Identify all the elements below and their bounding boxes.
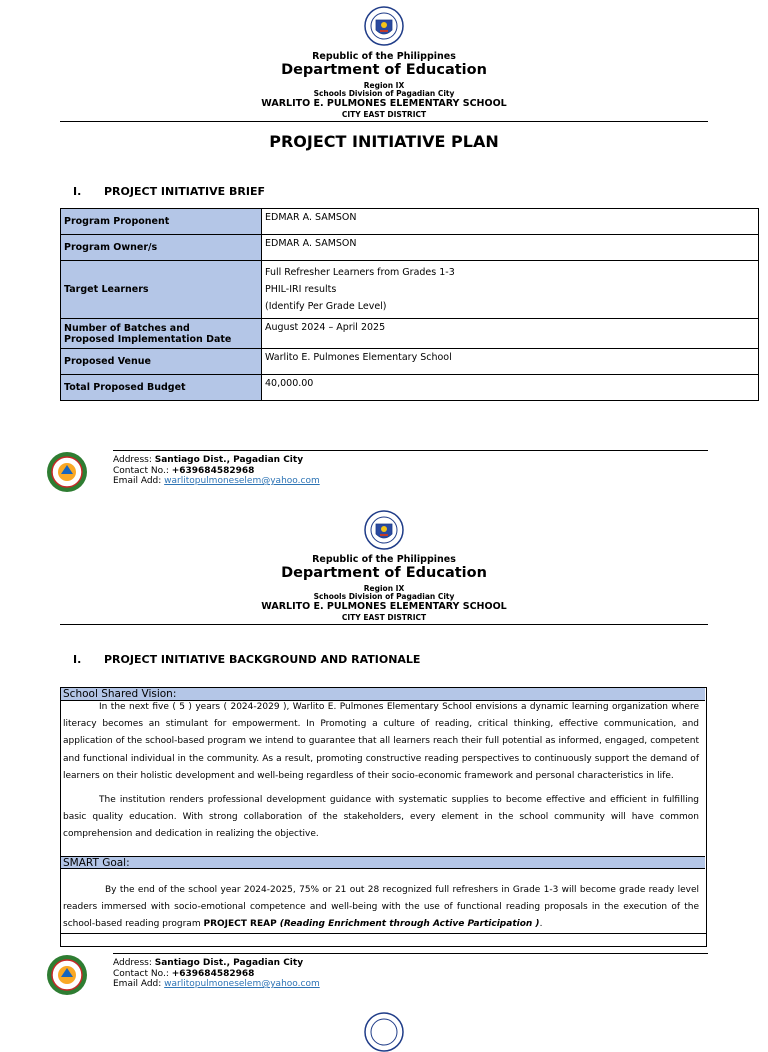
row-value: 40,000.00 <box>262 375 759 401</box>
footer-email-line <box>113 979 320 990</box>
row-value: EDMAR A. SAMSON <box>262 209 759 235</box>
contact-label: Contact No.: <box>113 968 172 979</box>
republic-text: Republic of the Philippines <box>312 554 456 565</box>
row-value: Warlito E. Pulmones Elementary School <box>262 349 759 375</box>
row-value: August 2024 – April 2025 <box>262 319 759 349</box>
project-brief-table <box>60 208 759 401</box>
row-label: Total Proposed Budget <box>61 375 262 401</box>
table-row <box>61 319 759 349</box>
region-text: Region IX <box>363 584 405 593</box>
footer-email-line <box>113 476 320 487</box>
contact-value: +639684582968 <box>171 465 255 476</box>
row-label: Target Learners <box>61 261 262 319</box>
footer-contact <box>113 455 320 487</box>
email-label: Email Add: <box>113 476 165 486</box>
row-value: EDMAR A. SAMSON <box>262 235 759 261</box>
deped-seal-icon <box>364 1012 404 1052</box>
department-title: Department of Education <box>281 565 487 581</box>
row-label: Program Proponent <box>61 209 262 235</box>
section-title: PROJECT INITIATIVE BACKGROUND AND RATIONALE <box>104 653 421 666</box>
school-logo-icon <box>46 954 88 996</box>
smart-goal-text <box>63 882 699 934</box>
row-label: Proposed Venue <box>61 349 262 375</box>
smart-goal-label: SMART Goal: <box>61 856 705 869</box>
district-text: CITY EAST DISTRICT <box>341 110 427 119</box>
vision-paragraph-1: In the next five ( 5 ) years ( 2024-2029 ), Warlito E. Pulmones Elementary School envisions a dynamic learning organization where literacy becomes an stimulant for empowerment. In Promoting a culture of reading, critical thinking, effective communication, and application of the school-based program we intend to guarantee that all learners reach their full potential as informed, engaged, competent and functional individual in the community. As a result, promoting constructive reading perspectives to continuously support the demand of learners on their holistic development and well-being regardless of their socio-economic framework and personal characteristics in life. <box>63 702 699 781</box>
footer-contact-line <box>113 466 320 477</box>
label-line: Proposed Implementation Date <box>64 333 232 345</box>
table-row <box>61 261 759 319</box>
division-text: Schools Division of Pagadian City <box>313 592 455 601</box>
footer-divider <box>113 953 708 954</box>
row-label: Program Owner/s <box>61 235 262 261</box>
vision-paragraph-2: The institution renders professional development guidance with systematic supplies to become effective and efficient in fulfilling basic quality education. With strong collaboration of the stakeholders, every element in the school community will have common comprehension and dedication in realizing the objective. <box>63 795 699 840</box>
vision-label: School Shared Vision: <box>61 688 705 701</box>
section-number: I. <box>73 653 82 666</box>
school-logo-icon <box>46 451 88 493</box>
footer-address-line <box>113 455 320 466</box>
department-title: Department of Education <box>281 62 487 78</box>
value-line: (Identify Per Grade Level) <box>265 301 387 312</box>
footer-address-line <box>113 958 320 969</box>
row-value <box>262 261 759 319</box>
address-label: Address: <box>113 455 155 465</box>
smart-goal-body: By the end of the school year 2024-2025, 75% or 21 out 28 recognized full refreshers in Grade 1-3 will become grade ready level readers immersed with socio-emotional competence and well-being with the use of functional reading proposals in the execution of the school-based reading program <box>63 885 699 930</box>
email-link[interactable]: warlitopulmoneselem@yahoo.com <box>164 476 320 486</box>
value-line: PHIL-IRI results <box>265 284 337 295</box>
table-row <box>61 235 759 261</box>
footer-contact <box>113 958 320 990</box>
address-value: Santiago Dist., Pagadian City <box>154 455 304 465</box>
section-title: PROJECT INITIATIVE BRIEF <box>104 185 265 198</box>
header-divider <box>60 121 708 122</box>
address-value: Santiago Dist., Pagadian City <box>154 958 304 968</box>
box-inner-divider <box>60 933 707 934</box>
contact-value: +639684582968 <box>171 968 255 979</box>
header-divider <box>60 624 708 625</box>
table-row <box>61 349 759 375</box>
smart-goal-project-full: (Reading Enrichment through Active Participation ) <box>276 919 540 930</box>
value-line: Full Refresher Learners from Grades 1-3 <box>265 267 455 278</box>
footer-contact-line <box>113 969 320 980</box>
section-heading-brief <box>73 185 265 198</box>
label-line: Number of Batches and <box>64 322 190 334</box>
table-row <box>61 209 759 235</box>
deped-seal-icon <box>364 6 404 46</box>
section-number: I. <box>73 185 82 198</box>
republic-text: Republic of the Philippines <box>312 51 456 62</box>
region-text: Region IX <box>363 81 405 90</box>
email-link[interactable]: warlitopulmoneselem@yahoo.com <box>164 979 320 989</box>
page-title: PROJECT INITIATIVE PLAN <box>269 132 499 151</box>
vision-text <box>63 699 699 844</box>
section-heading-rationale <box>73 653 420 666</box>
footer-divider <box>113 450 708 451</box>
deped-seal-icon <box>364 510 404 550</box>
contact-label: Contact No.: <box>113 465 172 476</box>
smart-goal-end: . <box>539 919 543 930</box>
address-label: Address: <box>113 958 155 968</box>
district-text: CITY EAST DISTRICT <box>341 613 427 622</box>
division-text: Schools Division of Pagadian City <box>313 89 455 98</box>
row-label <box>61 319 262 349</box>
smart-goal-project: PROJECT REAP <box>203 919 277 930</box>
school-name: WARLITO E. PULMONES ELEMENTARY SCHOOL <box>261 98 507 109</box>
table-row <box>61 375 759 401</box>
school-name: WARLITO E. PULMONES ELEMENTARY SCHOOL <box>261 601 507 612</box>
email-label: Email Add: <box>113 979 165 989</box>
